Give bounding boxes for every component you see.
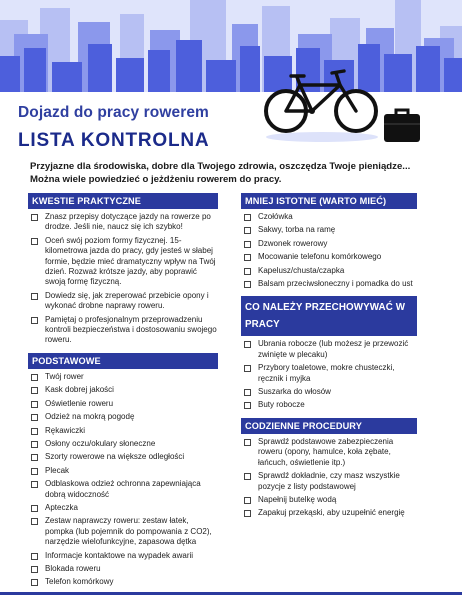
checkbox[interactable] [244,281,251,288]
checkbox[interactable] [31,387,38,394]
list-item [28,577,218,587]
checkbox[interactable] [244,268,251,275]
checkbox[interactable] [31,214,38,221]
list-item [241,495,417,505]
item-text: Pamiętaj o profesjonalnym przeprowadzeniu kontroli bezpieczeństwa i dostosowaniu swojego roweru. [45,314,217,345]
checkbox[interactable] [31,468,38,475]
checkbox[interactable] [244,439,251,446]
item-text: Blokada roweru [45,563,101,573]
item-text: Telefon komórkowy [45,577,114,587]
list-item [28,236,218,288]
page-subtitle: Dojazd do pracy rowerem [18,104,209,121]
item-text: Kask dobrej jakości [45,385,114,395]
list-item [241,508,417,518]
list-item [28,466,218,476]
list-item [241,225,417,235]
checklist [241,339,417,410]
checklist [28,372,218,588]
item-text: Znasz przepisy dotyczące jazdy na rowerze po drodze. Jeśli nie, naucz się ich szybko! [45,212,211,232]
section-heading: CO NALEŻY PRZECHOWYWAĆ W PRACY [241,296,417,336]
list-item [28,551,218,561]
section-heading: CODZIENNE PROCEDURY [241,418,417,434]
checkbox[interactable] [31,518,38,525]
section-practical [28,193,218,346]
list-item [28,479,218,500]
list-item [28,291,218,312]
item-text: Suszarka do włosów [258,387,331,397]
checkbox[interactable] [31,481,38,488]
list-item [241,437,417,468]
item-text: Zestaw naprawczy roweru: zestaw łatek, pompka (lub pojemnik do pompowania z CO2), narzędzie wielofunkcyjne, zapasowa dętka [45,516,212,547]
checkbox[interactable] [31,374,38,381]
checkbox[interactable] [244,254,251,261]
checkbox[interactable] [31,317,38,324]
checkbox[interactable] [244,365,251,372]
checkbox[interactable] [244,473,251,480]
item-text: Balsam przeciwsłoneczny i pomadka do ust [258,279,413,289]
list-item [241,239,417,249]
item-text: Rękawiczki [45,425,86,435]
list-item [241,400,417,410]
checkbox[interactable] [244,402,251,409]
list-item [28,212,218,233]
intro-text: Przyjazne dla środowiska, dobre dla Twojego zdrowia, oszczędza Twoje pieniądze... Można wiele powiedzieć o jeżdżeniu rowerem do pracy. [30,161,411,185]
list-item [28,426,218,436]
item-text: Dzwonek rowerowy [258,238,328,248]
list-item [241,363,417,384]
list-item [241,339,417,360]
item-text: Osłony oczu/okulary słoneczne [45,438,156,448]
section-keep-at-work [241,296,417,410]
checkbox[interactable] [244,341,251,348]
list-item [241,212,417,222]
item-text: Odzież na mokrą pogodę [45,412,135,422]
list-item [28,385,218,395]
list-item [241,279,417,289]
item-text: Sakwy, torba na ramę [258,225,336,235]
item-text: Przybory toaletowe, mokre chusteczki, ręcznik i myjka [258,363,395,383]
checkbox[interactable] [31,401,38,408]
item-text: Mocowanie telefonu komórkowego [258,252,382,262]
list-item [28,439,218,449]
checkbox[interactable] [244,497,251,504]
item-text: Apteczka [45,502,78,512]
checkbox[interactable] [31,293,38,300]
item-text: Twój rower [45,371,84,381]
list-item [28,412,218,422]
checkbox[interactable] [244,241,251,248]
checkbox[interactable] [31,238,38,245]
section-nice-to-have [241,193,417,289]
header [18,104,268,152]
item-text: Sprawdź podstawowe zabezpieczenia roweru (opony, hamulce, koła zębate, łańcuch, oświetlenie itp.) [258,436,394,467]
list-item [28,399,218,409]
footer-divider [0,592,462,595]
briefcase-icon [382,108,422,144]
checkbox[interactable] [31,566,38,573]
checklist [28,212,218,346]
bicycle-icon [262,63,380,143]
section-basics [28,353,218,588]
list-item [241,266,417,276]
checkbox[interactable] [244,227,251,234]
item-text: Kapelusz/chusta/czapka [258,265,345,275]
section-heading: MNIEJ ISTOTNE (WARTO MIEĆ) [241,193,417,209]
checkbox[interactable] [31,553,38,560]
checkbox[interactable] [31,441,38,448]
list-item [28,564,218,574]
item-text: Odblaskowa odzież ochronna zapewniająca dobrą widoczność [45,479,201,499]
checklist [241,437,417,519]
list-item [28,315,218,346]
list-item [28,452,218,462]
item-text: Oświetlenie roweru [45,398,114,408]
checkbox[interactable] [31,414,38,421]
list-item [241,387,417,397]
right-column [241,193,417,522]
checkbox[interactable] [244,214,251,221]
list-item [241,471,417,492]
item-text: Sprawdź dokładnie, czy masz wszystkie pozycje z listy podstawowej [258,471,400,491]
item-text: Dowiedz się, jak zreperować przebicie opony i wykonać drobne naprawy roweru. [45,290,209,311]
section-daily-routine [241,418,417,519]
checkbox[interactable] [244,510,251,517]
item-text: Zapakuj przekąski, aby uzupełnić energię [258,508,405,518]
skyline-banner [0,0,462,92]
item-text: Oceń swój poziom formy fizycznej. 15-kilometrowa jazda do pracy, gdy jesteś w słabej formie, będzie mieć dramatyczny wpływ na Twój dzień. Rozważ krótsze jazdy, aby poprawić swoją formę fizyczną. [45,235,216,287]
list-item [28,372,218,382]
item-text: Ubrania robocze (lub możesz je przewozić zwinięte w plecaku) [258,339,409,359]
left-column [28,193,218,591]
checkbox[interactable] [31,428,38,435]
section-heading: KWESTIE PRAKTYCZNE [28,193,218,209]
checkbox[interactable] [31,505,38,512]
checkbox[interactable] [31,454,38,461]
item-text: Plecak [45,465,70,475]
checkbox[interactable] [244,389,251,396]
item-text: Buty robocze [258,400,305,410]
list-item [28,503,218,513]
checklist [241,212,417,289]
checkbox[interactable] [31,579,38,586]
list-item [241,252,417,262]
list-item [28,516,218,547]
section-heading: PODSTAWOWE [28,353,218,369]
item-text: Informacje kontaktowe na wypadek awarii [45,550,194,560]
item-text: Napełnij butelkę wodą [258,494,337,504]
item-text: Czołówka [258,212,293,221]
skyline-illustration [0,0,462,92]
item-text: Szorty rowerowe na większe odległości [45,452,185,462]
page-title: LISTA KONTROLNA [18,130,210,151]
